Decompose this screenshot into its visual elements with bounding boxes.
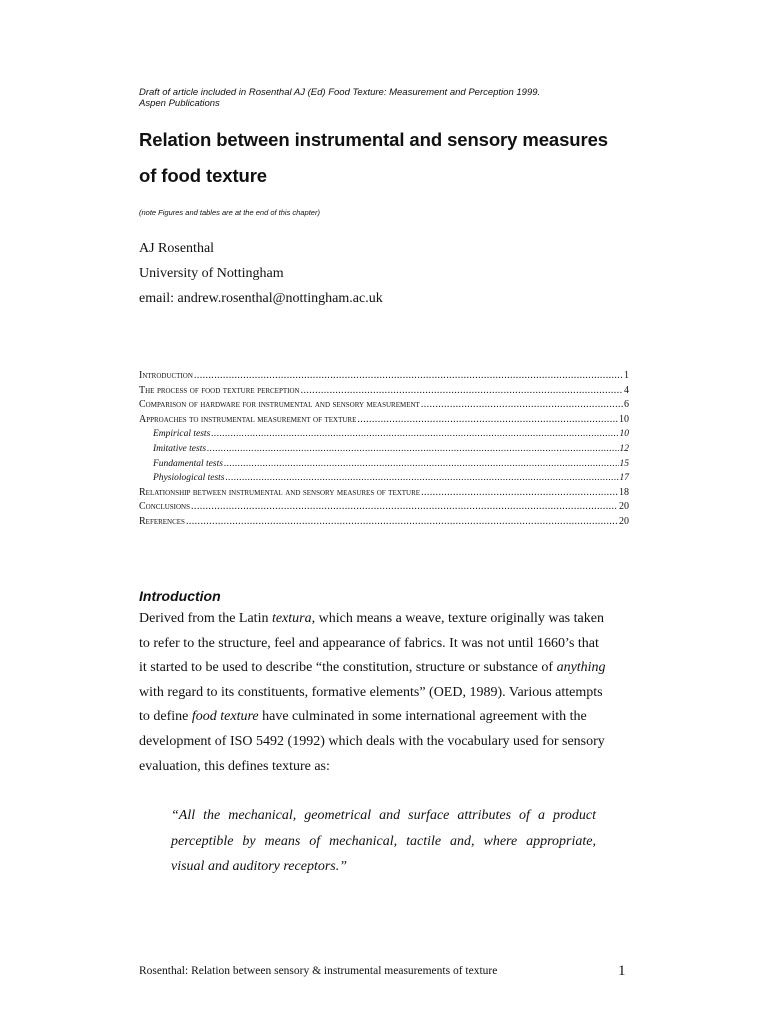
toc-leader-dots (357, 413, 618, 428)
toc-entry[interactable] (139, 398, 629, 413)
paragraph-line (139, 730, 639, 755)
toc-entry[interactable] (139, 384, 629, 399)
emphasis-text: food texture (191, 709, 259, 725)
emphasis-text: textura (271, 611, 312, 626)
toc-entry[interactable] (139, 442, 629, 457)
toc-entry-label: References (139, 515, 185, 527)
title-line: Relation between instrumental and sensory measures (139, 129, 608, 150)
paragraph-text: evaluation, this defines texture as: (139, 758, 330, 774)
paragraph-text: it started to be used to describe “the constitution, structure or substance of (139, 660, 557, 676)
toc-leader-dots (301, 384, 623, 399)
toc-leader-dots (226, 471, 619, 486)
document-title (139, 122, 659, 194)
toc-entry[interactable] (139, 471, 629, 486)
paragraph-text: , which means a weave, texture originally was taken (311, 611, 604, 626)
block-quote (171, 803, 596, 880)
paragraph-line (139, 705, 639, 730)
toc-leader-dots (421, 486, 618, 501)
page-number: 1 (618, 963, 626, 979)
toc-leader-dots (224, 457, 619, 472)
section-heading: Introduction (139, 588, 221, 604)
toc-leader-dots (191, 500, 618, 515)
title-line: of food texture (139, 165, 267, 186)
toc-leader-dots (186, 515, 618, 530)
paragraph-text: Derived from the Latin (139, 611, 272, 626)
toc-entry-label: Introduction (139, 370, 193, 381)
toc-entry[interactable] (139, 427, 629, 442)
toc-entry-label: Empirical tests (153, 429, 211, 440)
toc-entry-page: 15 (619, 458, 629, 469)
paragraph-line (139, 632, 639, 657)
toc-entry-label: Physiological tests (153, 473, 225, 484)
paragraph-line (139, 755, 639, 780)
toc-entry-label: Imitative tests (153, 443, 207, 454)
draft-note-line: Aspen Publications (139, 98, 220, 109)
toc-entry-page: 12 (619, 443, 629, 454)
toc-leader-dots (194, 369, 623, 384)
quote-line: visual and auditory receptors.” (171, 859, 348, 874)
toc-entry-page: 17 (619, 473, 629, 484)
paragraph-text: have culminated in some international agreement with the (258, 709, 587, 725)
toc-entry-page: 18 (619, 486, 629, 498)
paragraph-text: with regard to its constituents, formative elements” (OED, 1989). Various attempts (139, 684, 603, 700)
toc-entry-page: 10 (619, 429, 629, 440)
figure-note: (note Figures and tables are at the end of this chapter) (139, 208, 320, 217)
toc-leader-dots (421, 398, 623, 413)
toc-entry[interactable] (139, 486, 629, 501)
toc-leader-dots (211, 427, 618, 442)
paragraph-line (139, 607, 639, 632)
toc-entry[interactable] (139, 369, 629, 384)
toc-entry[interactable] (139, 515, 629, 530)
author-name: AJ Rosenthal (139, 241, 215, 256)
toc-entry-page: 1 (624, 370, 629, 381)
author-affiliation: University of Nottingham (139, 266, 284, 281)
draft-note-line: Draft of article included in Rosenthal AJ (Ed) Food Texture: Measurement and Perception 1999. (139, 87, 541, 98)
toc-entry-label: The process of food texture perception (139, 384, 300, 396)
quote-line: perceptible by means of mechanical, tactile and, where appropriate, (171, 833, 596, 849)
toc-entry-label: Approaches to instrumental measurement of texture (139, 413, 357, 425)
toc-entry-label: Comparison of hardware for instrumental and sensory measurement (139, 399, 420, 411)
paragraph-line (139, 656, 639, 681)
toc-entry[interactable] (139, 500, 629, 515)
toc-leader-dots (207, 442, 618, 457)
author-email: email: andrew.rosenthal@nottingham.ac.uk (139, 291, 383, 306)
emphasis-text: anything (556, 660, 606, 676)
draft-note (139, 87, 659, 109)
toc-entry-label: Conclusions (139, 501, 191, 513)
toc-entry-page: 10 (619, 413, 629, 425)
toc-entry-label: Fundamental tests (153, 458, 223, 469)
author-block (139, 236, 383, 311)
toc-entry-page: 20 (619, 515, 629, 527)
paragraph-text: to refer to the structure, feel and appearance of fabrics. It was not until 1660’s that (139, 635, 599, 651)
quote-line: “All the mechanical, geometrical and surface attributes of a product (171, 808, 596, 823)
footer-text: Rosenthal: Relation between sensory & instrumental measurements of texture (139, 965, 498, 977)
toc-entry[interactable] (139, 413, 629, 428)
paragraph-text: to define (139, 709, 192, 725)
table-of-contents (139, 369, 629, 530)
toc-entry-page: 6 (624, 399, 629, 411)
toc-entry-page: 20 (619, 501, 629, 513)
body-paragraph (139, 607, 639, 779)
toc-entry-label: Relationship between instrumental and sensory measures of texture (139, 486, 421, 498)
toc-entry[interactable] (139, 457, 629, 472)
paragraph-text: development of ISO 5492 (1992) which deals with the vocabulary used for sensory (139, 733, 605, 749)
toc-entry-page: 4 (624, 384, 629, 396)
paragraph-line (139, 681, 639, 706)
